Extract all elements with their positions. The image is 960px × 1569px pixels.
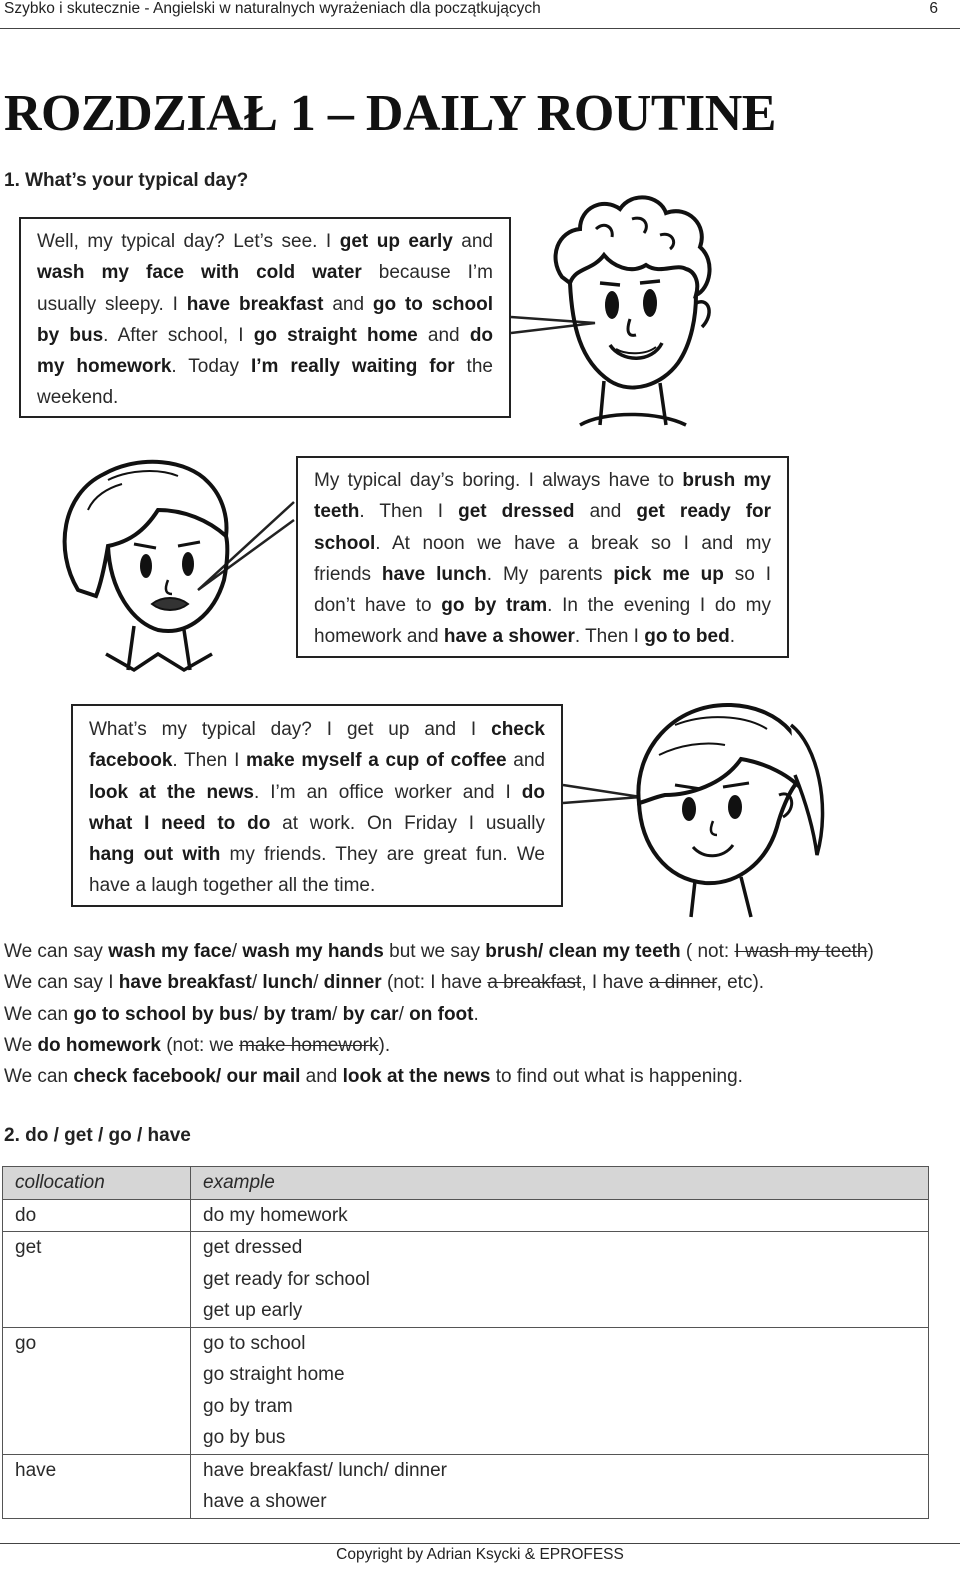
bold-phrase: have lunch — [381, 563, 487, 585]
text-run: / — [252, 1003, 264, 1025]
collocation-examples — [191, 1232, 929, 1328]
table-row — [3, 1199, 929, 1232]
bubble-line — [314, 621, 771, 652]
woman-ponytail-illustration — [555, 685, 840, 920]
bold-phrase: what I need to do — [89, 812, 271, 834]
text-run: (not: we — [160, 1034, 240, 1056]
bubble-line — [89, 870, 545, 901]
bold-phrase: go by tram — [441, 595, 548, 617]
bold-phrase: get dressed — [458, 501, 575, 523]
struck-phrase: a breakfast — [487, 972, 582, 994]
bold-phrase: get up early — [339, 231, 453, 252]
struck-phrase: I wash my teeth — [734, 941, 868, 962]
text-run: because I’m — [361, 262, 493, 284]
text-run: friends — [314, 563, 382, 585]
bold-phrase: look at the news — [89, 781, 254, 803]
text-run: the — [454, 356, 493, 378]
text-run: and — [323, 293, 373, 315]
bold-phrase: make myself a cup of coffee — [246, 750, 507, 772]
text-run: (not: I have — [381, 972, 488, 994]
bold-phrase: facebook — [89, 750, 173, 772]
bold-phrase: get ready for — [636, 501, 772, 523]
bold-phrase: teeth — [314, 501, 360, 523]
speech-bubble-woman — [71, 704, 563, 907]
bold-phrase: wash my hands — [242, 941, 384, 962]
bold-phrase: have a shower — [443, 626, 575, 648]
text-run: . Today — [171, 356, 251, 378]
bold-phrase: lunch — [262, 972, 314, 994]
example-phrase: get dressed — [203, 1237, 303, 1258]
bold-phrase: wash my face — [108, 941, 232, 962]
footer-divider — [0, 1543, 960, 1544]
bubble-line — [314, 465, 771, 496]
text-run: What’s my typical day? I get up and I — [89, 719, 492, 740]
bold-phrase: on foot — [409, 1003, 474, 1025]
text-run: We — [4, 1034, 38, 1056]
bold-phrase: check — [491, 719, 545, 740]
speech-bubble-boy — [19, 217, 511, 418]
bold-phrase: by bus — [37, 324, 104, 346]
bold-phrase: do — [469, 324, 494, 346]
text-run: ). — [378, 1034, 391, 1056]
text-run: don’t have to — [314, 595, 442, 617]
text-run: and — [452, 231, 493, 252]
running-header-title: Szybko i skutecznie - Angielski w naturalnych wyrażeniach dla początkujących — [4, 0, 541, 17]
bold-phrase: do — [521, 781, 546, 803]
girl-short-hair-illustration — [48, 440, 308, 680]
note-line — [4, 999, 954, 1030]
bold-phrase: go to school by bus — [73, 1003, 253, 1025]
text-run: but we say — [383, 941, 486, 962]
text-run: / — [332, 1003, 343, 1025]
struck-phrase: a dinner — [648, 972, 717, 994]
note-line — [4, 967, 954, 998]
table-row — [3, 1232, 929, 1328]
text-run: We can say — [4, 941, 109, 962]
column-header-example: example — [191, 1167, 929, 1200]
text-run: and — [300, 1066, 343, 1088]
bold-phrase: check facebook/ our mail — [73, 1066, 301, 1088]
text-run: . In the evening I do my — [547, 595, 771, 617]
text-run: . — [729, 626, 735, 648]
text-run: My typical day’s boring. I always have to — [314, 470, 683, 491]
example-phrase: do my homework — [203, 1204, 348, 1226]
text-run: / — [313, 972, 324, 994]
note-line — [4, 1030, 954, 1061]
example-phrase: go straight home — [203, 1364, 345, 1385]
text-run: , etc). — [716, 972, 765, 994]
bubble-line — [37, 226, 493, 257]
chapter-title: ROZDZIAŁ 1 – DAILY ROUTINE — [4, 85, 776, 142]
table-row — [3, 1454, 929, 1518]
bold-phrase: pick me up — [613, 563, 724, 585]
bold-phrase: wash my face with cold water — [37, 262, 362, 284]
text-run: ( not: — [680, 941, 735, 962]
collocation-verb: do — [3, 1199, 191, 1232]
text-run: . Then I — [574, 626, 645, 648]
bubble-line — [314, 496, 771, 527]
text-run: homework and — [314, 626, 444, 648]
bold-phrase: have breakfast — [118, 972, 252, 994]
example-phrase: go to school — [203, 1332, 306, 1354]
column-header-collocation: collocation — [3, 1167, 191, 1200]
example-phrase: have a shower — [203, 1491, 327, 1512]
bold-phrase: go to bed — [644, 626, 730, 648]
header-divider — [0, 28, 960, 29]
text-run: . My parents — [486, 563, 614, 585]
text-run: usually sleepy. I — [37, 293, 187, 315]
text-run: We can — [4, 1003, 74, 1025]
text-run: at work. On Friday I usually — [270, 812, 545, 834]
footer-copyright: Copyright by Adrian Ksycki & EPROFESS — [336, 1546, 624, 1563]
text-run: . At noon we have a break so I and my — [375, 532, 771, 554]
bubble-line — [314, 528, 771, 559]
collocation-examples — [191, 1199, 929, 1232]
bold-phrase: go straight home — [253, 324, 418, 346]
table-header-row — [3, 1167, 929, 1200]
bold-phrase: dinner — [323, 972, 382, 994]
bold-phrase: school — [314, 532, 376, 554]
collocation-examples — [191, 1327, 929, 1454]
text-run: so I — [723, 563, 772, 585]
text-run: ) — [867, 941, 874, 962]
text-run: weekend. — [37, 387, 119, 409]
bubble-line — [89, 745, 545, 776]
bold-phrase: do homework — [37, 1034, 161, 1056]
collocation-examples — [191, 1454, 929, 1518]
example-phrase: go by bus — [203, 1427, 286, 1448]
boy-illustration — [500, 185, 720, 430]
text-run: / — [398, 1003, 410, 1025]
bubble-line — [37, 351, 493, 382]
bubble-line — [89, 839, 545, 870]
usage-notes — [4, 936, 954, 1092]
text-run: my friends. They are great fun. We — [220, 844, 545, 866]
text-run: / — [251, 972, 263, 994]
note-line — [4, 936, 954, 967]
bold-phrase: have breakfast — [186, 293, 324, 315]
bubble-line — [89, 808, 545, 839]
section-2-title: 2. do / get / go / have — [4, 1125, 191, 1146]
bubble-line — [37, 320, 493, 351]
bubble-line — [89, 777, 545, 808]
speech-bubble-girl — [296, 456, 789, 658]
collocation-verb: get — [3, 1232, 191, 1328]
example-phrase: get up early — [203, 1300, 303, 1321]
page-number: 6 — [929, 0, 938, 17]
bubble-line — [314, 590, 771, 621]
bold-phrase: look at the news — [342, 1066, 491, 1088]
text-run: and — [417, 324, 470, 346]
collocation-verb: go — [3, 1327, 191, 1454]
collocation-verb: have — [3, 1454, 191, 1518]
text-run: . After school, I — [103, 324, 254, 346]
text-run: and — [506, 750, 545, 772]
struck-phrase: make homework — [239, 1034, 379, 1056]
text-run: / — [231, 941, 243, 962]
bold-phrase: by tram — [263, 1003, 333, 1025]
section-1-title: 1. What’s your typical day? — [4, 170, 249, 191]
bold-phrase: brush my — [682, 470, 772, 491]
bold-phrase: hang out with — [89, 844, 221, 866]
bubble-line — [37, 289, 493, 320]
text-run: We can — [4, 1066, 74, 1088]
bubble-line — [37, 382, 493, 413]
bold-phrase: brush/ clean my teeth — [485, 941, 681, 962]
example-phrase: get ready for school — [203, 1268, 370, 1290]
text-run: . Then I — [359, 501, 459, 523]
example-phrase: go by tram — [203, 1395, 293, 1417]
note-line — [4, 1061, 954, 1092]
bold-phrase: I’m really waiting for — [250, 356, 455, 378]
text-run: , I have — [581, 972, 649, 994]
text-run: and — [574, 501, 637, 523]
text-run: . I’m an office worker and I — [253, 781, 522, 803]
example-phrase: have breakfast/ lunch/ dinner — [203, 1459, 447, 1481]
text-run: . — [473, 1003, 479, 1025]
bubble-line — [314, 559, 771, 590]
table-row — [3, 1327, 929, 1454]
text-run: have a laugh together all the time. — [89, 875, 376, 897]
text-run: to find out what is happening. — [490, 1066, 743, 1088]
bold-phrase: by car — [342, 1003, 399, 1025]
text-run: Well, my typical day? Let’s see. I — [37, 231, 340, 252]
bubble-line — [89, 714, 545, 745]
collocation-table — [2, 1166, 929, 1519]
bubble-line — [37, 257, 493, 288]
bold-phrase: go to school — [372, 293, 493, 315]
text-run: We can say I — [4, 972, 119, 994]
bold-phrase: my homework — [37, 356, 172, 378]
text-run: . Then I — [172, 750, 247, 772]
